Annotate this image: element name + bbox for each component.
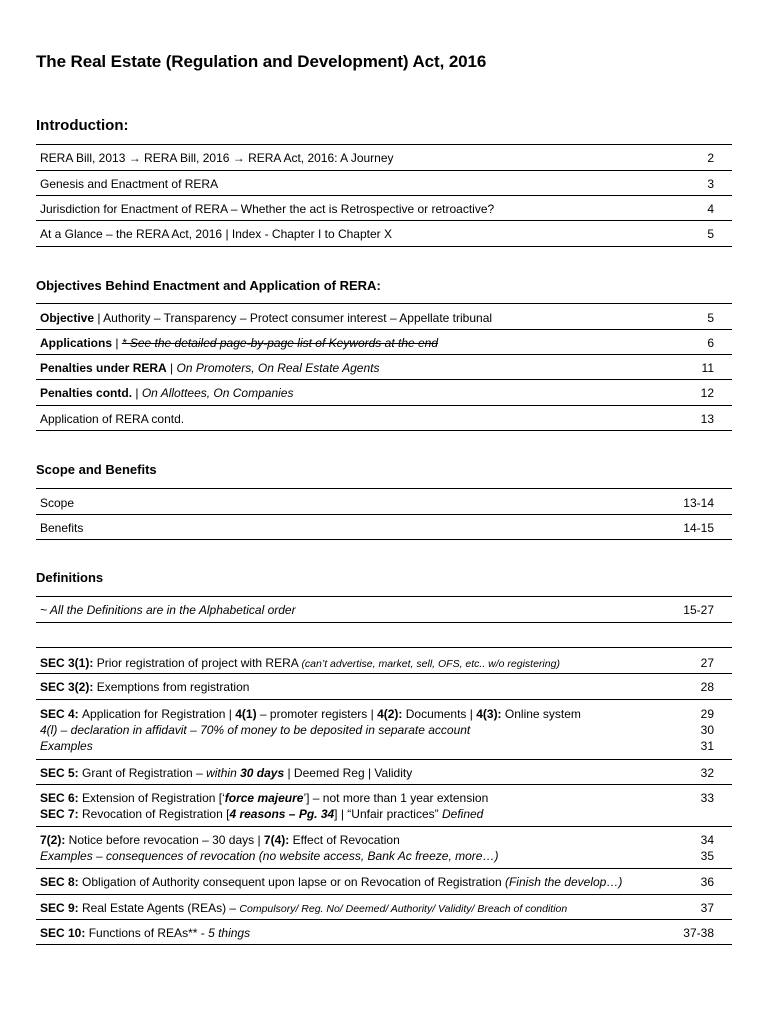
toc-row: Penalties under RERA | On Promoters, On Real Estate Agents 11 [36, 355, 732, 380]
toc-row: SEC 9: Real Estate Agents (REAs) – Compulsory/ Reg. No/ Deemed/ Authority/ Validity/ Breach of condition 37 [36, 895, 732, 920]
toc-row: SEC 8: Obligation of Authority consequent upon lapse or on Revocation of Registration (Finish the develop…) 36 [36, 869, 732, 895]
toc-row: RERA Bill, 2013 → RERA Bill, 2016 → RERA Act, 2016: A Journey 2 [36, 145, 732, 171]
toc-row: Application of RERA contd. 13 [36, 406, 732, 431]
definitions-heading: Definitions [36, 570, 104, 585]
toc-row: Objective | Authority – Transparency – Protect consumer interest – Appellate tribunal 5 [36, 304, 732, 330]
toc-row: Applications | * See the detailed page-by-page list of Keywords at the end 6 [36, 330, 732, 355]
sections-table [36, 647, 732, 945]
toc-row: ~ All the Definitions are in the Alphabetical order 15-27 [36, 597, 732, 623]
scope-table [36, 488, 732, 540]
toc-row: Benefits 14-15 [36, 515, 732, 540]
toc-row: SEC 3(1): Prior registration of project with RERA (can’t advertise, market, sell, OFS, etc.. w/o registering) 27 [36, 648, 732, 674]
toc-row: Jurisdiction for Enactment of RERA – Whether the act is Retrospective or retroactive? 4 [36, 196, 732, 221]
toc-row: SEC 3(2): Exemptions from registration 28 [36, 674, 732, 700]
toc-row: SEC 6: Extension of Registration [‘force majeure’] – not more than 1 year extension SEC 7: Revocation of Registration [4 reasons – Pg. 34] | “Unfair practices” Defined 33 [36, 785, 732, 827]
objectives-table [36, 303, 732, 431]
introduction-table [36, 144, 732, 247]
toc-row: SEC 5: Grant of Registration – within 30 days | Deemed Reg | Validity 32 [36, 760, 732, 785]
objectives-heading: Objectives Behind Enactment and Application of RERA: [36, 278, 381, 293]
scope-heading: Scope and Benefits [36, 462, 157, 477]
toc-row: Genesis and Enactment of RERA 3 [36, 171, 732, 196]
toc-row: 7(2): Notice before revocation – 30 days | 7(4): Effect of Revocation Examples – consequences of revocation (no website access, Bank Ac freeze, more…) 34 35 [36, 827, 732, 869]
toc-row: SEC 4: Application for Registration | 4(1) – promoter registers | 4(2): Documents | 4(3): Online system 4(l) – declaration in affidavit – 70% of money to be deposited in separate account Examples 29 30 31 [36, 700, 732, 760]
toc-row: At a Glance – the RERA Act, 2016 | Index - Chapter I to Chapter X 5 [36, 221, 732, 247]
definitions-table [36, 596, 732, 623]
toc-row: Penalties contd. | On Allottees, On Companies 12 [36, 380, 732, 406]
document-title: The Real Estate (Regulation and Development) Act, 2016 [36, 52, 487, 71]
toc-row: SEC 10: Functions of REAs** - 5 things 37-38 [36, 920, 732, 945]
toc-row: Scope 13-14 [36, 489, 732, 515]
introduction-heading: Introduction: [36, 117, 129, 134]
